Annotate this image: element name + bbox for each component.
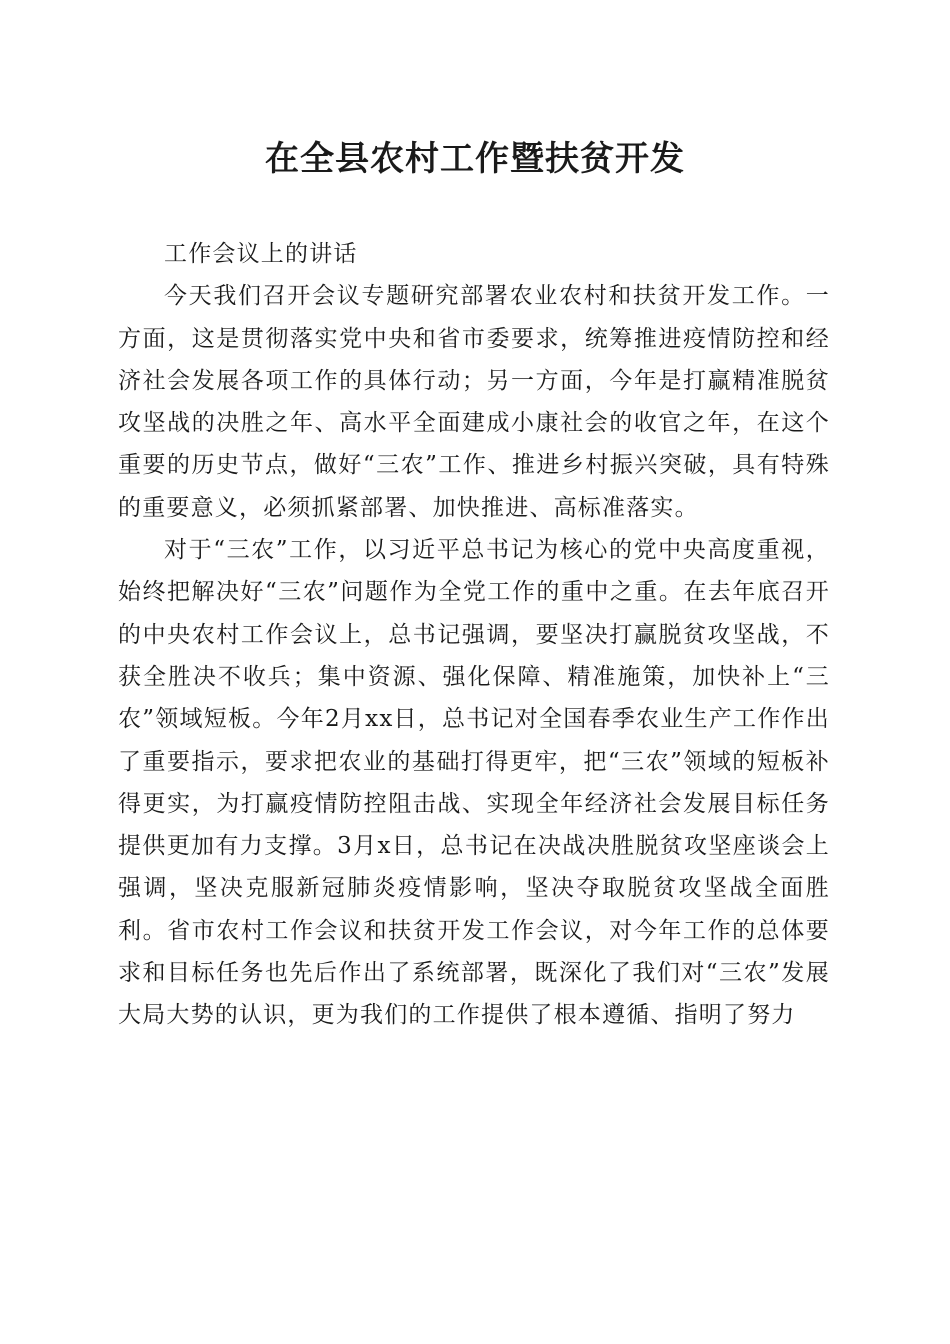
body-paragraph: 对于“三农”工作，以习近平总书记为核心的党中央高度重视，始终把解决好“三农”问题作为全党工作的重中之重。在去年底召开的中央农村工作会议上，总书记强调，要坚决打赢脱贫攻坚战，不获全胜决不收兵；集中资源、强化保障、精准施策，加快补上“三农”领域短板。今年2月xx日，总书记对全国春季农业生产工作作出了重要指示，要求把农业的基础打得更牢，把“三农”领域的短板补得更实，为打赢疫情防控阻击战、实现全年经济社会发展目标任务提供更加有力支撑。3月x日，总书记在决战决胜脱贫攻坚座谈会上强调，坚决克服新冠肺炎疫情影响，坚决夺取脱贫攻坚战全面胜利。省市农村工作会议和扶贫开发工作会议，对今年工作的总体要求和目标任务也先后作出了系统部署，既深化了我们对“三农”发展大局大势的认识，更为我们的工作提供了根本遵循、指明了努力 <box>118 537 830 1029</box>
document-title: 在全县农村工作暨扶贫开发 <box>265 139 685 179</box>
body-paragraph: 今天我们召开会议专题研究部署农业农村和扶贫开发工作。一方面，这是贯彻落实党中央和省市委要求，统筹推进疫情防控和经济社会发展各项工作的具体行动；另一方面，今年是打赢精准脱贫攻坚战的决胜之年、高水平全面建成小康社会的收官之年，在这个重要的历史节点，做好“三农”工作、推进乡村振兴突破，具有特殊的重要意义，必须抓紧部署、加快推进、高标准落实。 <box>118 283 830 521</box>
subtitle-paragraph: 工作会议上的讲话 <box>164 241 358 267</box>
document-body <box>118 233 830 1037</box>
